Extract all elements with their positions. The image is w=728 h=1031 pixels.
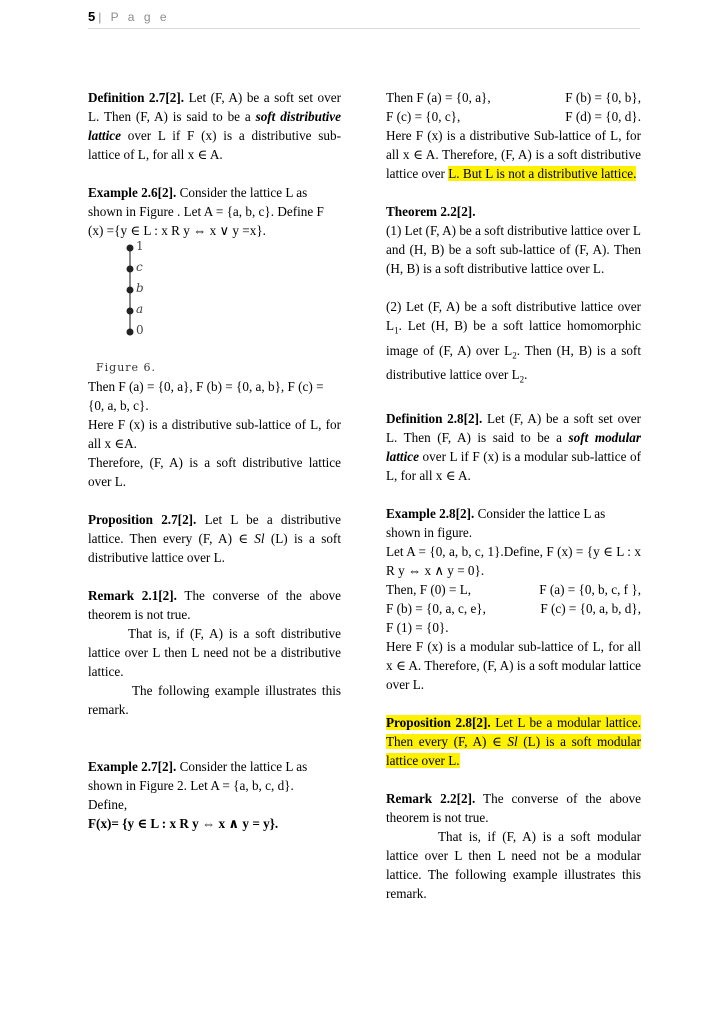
node-b [127, 287, 134, 294]
definition-title: Definition 2.8[2]. [386, 410, 483, 426]
lattice-figure-6 [108, 240, 341, 358]
remark-title: Remark 2.1[2]. [88, 588, 177, 603]
example-title: Example 2.6[2]. [88, 185, 177, 200]
theorem-title: Theorem 2.2[2]. [386, 204, 476, 219]
example-2-8: Example 2.8[2]. Consider the lattice L as shown in figure. [386, 505, 606, 540]
defined-term: soft modular lattice [386, 429, 641, 464]
node-label: b [136, 281, 144, 295]
example-title: Example 2.8[2]. [386, 505, 475, 521]
proposition-2-8: Proposition 2.8[2]. Let L be a modular lattice. Then every (F, A) ∈ Sl (L) is a soft modular lattice over L. [386, 714, 641, 768]
example-2-7-result: Then F (a) = {0, a}, F (b) = {0, b}, [386, 90, 641, 105]
remark-title: Remark 2.2[2]. [386, 790, 476, 806]
remark-2-1: Remark 2.1[2]. The converse of the above theorem is not true. [88, 588, 341, 622]
example-2-6-result: Then F (a) = {0, a}, F (b) = {0, a, b}, F (c) = {0, a, b, c}. [88, 379, 324, 413]
figure-caption: Figure 6. [96, 361, 157, 374]
defined-term: soft distributive lattice [88, 109, 341, 143]
node-label: c [136, 260, 143, 274]
function-definition: F(x)= {y ∈ L : x R y ⇔ x ∧ y = y}. [88, 816, 279, 831]
page-header [88, 8, 640, 29]
example-title: Example 2.7[2]. [88, 759, 177, 774]
example-2-6: Example 2.6[2]. Consider the lattice L as shown in Figure . Let A = {a, b, c}. Define F (x) ={y ∈ L : x R y ⇔ x ∨ y =x}. [88, 185, 324, 238]
node-1 [127, 245, 134, 252]
remark-2-2: Remark 2.2[2]. The converse of the above theorem is not true. [386, 790, 641, 825]
chain-diagram [116, 240, 196, 340]
left-column: Definition 2.7[2]. Let (F, A) be a soft set over L. Then (F, A) is said to be a soft distributive lattice over L if F (x) is a distributive sub-lattice of L, for all x ∈ A. Example 2.6[2]. Consider the lattice L as shown in Figure . Let A = {a, b, c}. Define F (x) ={y ∈ L : x R y ⇔ x ∨ y =x}. 1 c b a 0 Figure 6. Then F (a) = {0, a}, F (b) = {0, a, b}, F (c) = {0, a, b, c}. Here F (x) is a distributive sub-lattice of L, for all x ∈A. Therefore, (F, A) is a soft distributive lattice over L. Proposition 2.7[2]. Let L be a distributive lattice. Then every (F, A) ∈ Sl (L) is a soft distributive lattice over L. Remark 2.1[2]. The converse of the above theorem is not true. That is, if (F, A) is a soft distributive lattice over L then L need not be a distributive lattice. The following example illustrates this remark. Example 2.7[2]. Consider the lattice L as shown in Figure 2. Let A = {a, b, c, d}. Define, F(x)= {y ∈ L : x R y ⇔ x ∧ y = y}. [88, 90, 341, 831]
right-column: Then F (a) = {0, a}, F (b) = {0, b}, F (c) = {0, c}, F (d) = {0, d}. Here F (x) is a distributive Sub-lattice of L, for all x ∈ A. Therefore, (F, A) is a soft distributive lattice over L. But L is not a distributive lattice. Theorem 2.2[2]. (1) Let (F, A) be a soft distributive lattice over L and (H, B) be a soft sub-lattice of (F, A). Then (H, B) is a soft distributive lattice over L. (2) Let (F, A) be a soft distributive lattice over $L_1$. Let (H, B) be a soft lattice homomorphic image of (F, A) over $L_2$. Then (H, B) is a soft distributive lattice over $L_2$. Definition 2.8[2]. Let (F, A) be a soft set over L. Then (F, A) is said to be a soft modular lattice over L if F (x) is a modular sub-lattice of L, for all x ∈ A. Example 2.8[2]. Consider the lattice L as shown in figure. Let A = {0, a, b, c, 1}.Define, F (x) = {y ∈ L : x R y ⇔ x ∧ y = 0}. Then, F (0) = L, F (a) = {0, b, c, f }, F (b) = {0, a, c, e}, F (c) = {0, a, b, d}, F (1) = {0}. Here F (x) is a modular sub-lattice of L, for all x ∈ A. Therefore, (F, A) is a soft modular lattice over L. Proposition 2.8[2]. Let L be a modular lattice. Then every (F, A) ∈ Sl (L) is a soft modular lattice over L. Remark 2.2[2]. The converse of the above theorem is not true. That is, if (F, A) is a soft modular lattice over L then L need not be a modular lattice. The following example illustrates this remark. [386, 90, 642, 901]
definition-title: Definition 2.7[2]. [88, 90, 185, 105]
proposition-2-7: Proposition 2.7[2]. Let L be a distributive lattice. Then every (F, A) ∈ Sl (L) is a soft distributive lattice over L. [88, 512, 341, 565]
example-2-7: Example 2.7[2]. Consider the lattice L as shown in Figure 2. Let A = {a, b, c, d}. [88, 759, 308, 793]
page-word: | P a g e [98, 10, 170, 24]
node-label: 0 [136, 323, 144, 337]
proposition-title: Proposition 2.8[2]. [386, 714, 491, 730]
definition-2-8: Definition 2.8[2]. Let (F, A) be a soft set over L. Then (F, A) is said to be a soft modular lattice over L if F (x) is a modular sub-lattice of L, for all x ∈ A. [386, 410, 642, 483]
node-0 [127, 329, 134, 336]
node-a [127, 308, 134, 315]
page-number: 5 [88, 9, 97, 24]
proposition-title: Proposition 2.7[2]. [88, 512, 197, 527]
theorem-2-2 [386, 202, 641, 221]
highlighted-text: L. But L is not a distributive lattice. [448, 166, 637, 181]
node-label: a [136, 302, 144, 316]
node-c [127, 266, 134, 273]
definition-2-7: Definition 2.7[2]. Let (F, A) be a soft set over L. Then (F, A) is said to be a soft distributive lattice over L if F (x) is a distributive sub-lattice of L, for all x ∈ A. [88, 90, 341, 162]
node-label: 1 [136, 239, 144, 253]
